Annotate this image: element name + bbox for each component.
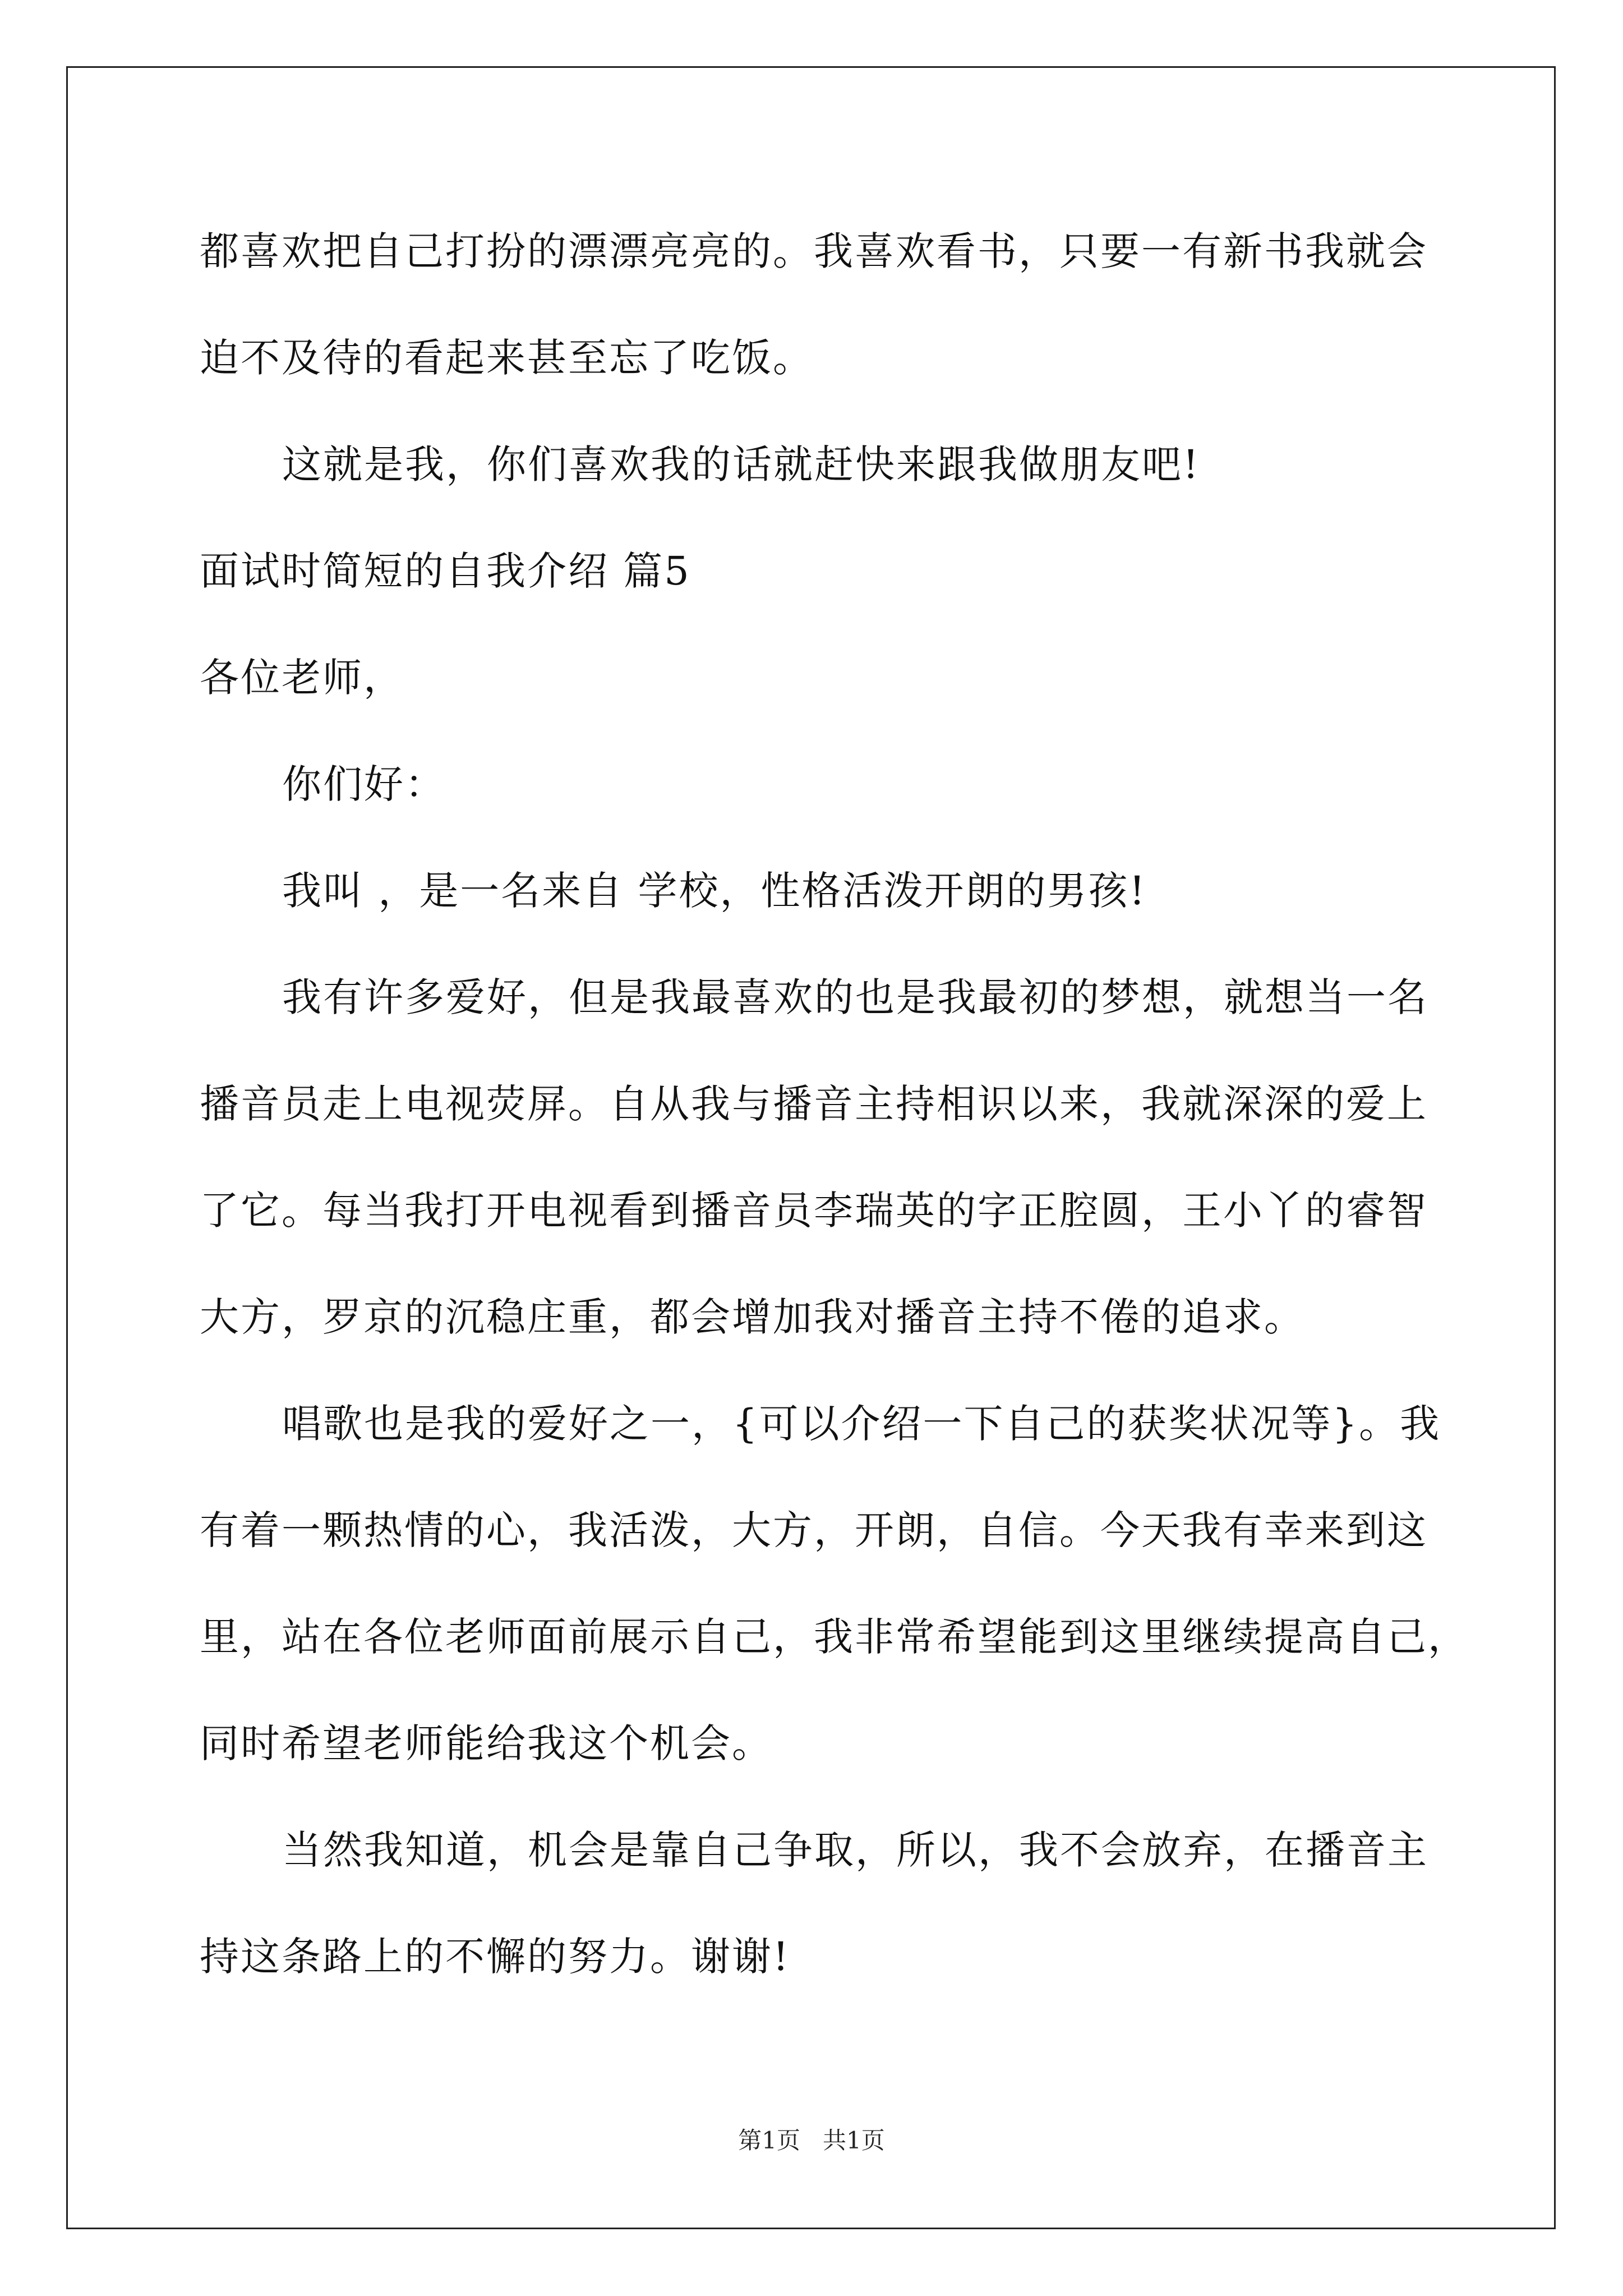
salutation: 各位老师， [200,655,404,701]
text-line: 这就是我，你们喜欢我的话就赶快来跟我做朋友吧! [282,441,1201,487]
text-line: 当然我知道，机会是靠自己争取，所以，我不会放弃，在播音主 [282,1827,1428,1873]
text-line: 有着一颗热情的心，我活泼，大方，开朗，自信。今天我有幸来到这 [200,1507,1428,1553]
page-border [66,66,1556,2229]
page-count: 共1页 [823,2127,885,2154]
text-line: 同时希望老师能给我这个机会。 [200,1720,773,1766]
text-line: 播音员走上电视荧屏。自从我与播音主持相识以来，我就深深的爱上 [200,1081,1428,1127]
page-number: 第1页 [738,2127,800,2154]
text-line: 迫不及待的看起来甚至忘了吃饭。 [200,335,814,381]
text-line: 我叫 ，是一名来自 学校，性格活泼开朗的男孩! [282,868,1147,914]
text-line: 持这条路上的不懈的努力。谢谢! [200,1934,791,1980]
text-line: 了它。每当我打开电视看到播音员李瑞英的字正腔圆，王小丫的睿智 [200,1188,1428,1234]
text-line: 里，站在各位老师面前展示自己，我非常希望能到这里继续提高自己， [200,1614,1469,1660]
greeting: 你们好： [282,761,446,807]
text-line: 大方，罗京的沉稳庄重，都会增加我对播音主持不倦的追求。 [200,1294,1305,1340]
page-footer [0,2125,1623,2156]
text-line: 唱歌也是我的爱好之一，{可以介绍一下自己的获奖状况等}。我 [282,1401,1441,1447]
text-line: 我有许多爱好，但是我最喜欢的也是我最初的梦想，就想当一名 [282,974,1428,1020]
section-heading: 面试时简短的自我介绍 篇5 [200,548,691,594]
text-line: 都喜欢把自己打扮的漂漂亮亮的。我喜欢看书，只要一有新书我就会 [200,228,1428,274]
